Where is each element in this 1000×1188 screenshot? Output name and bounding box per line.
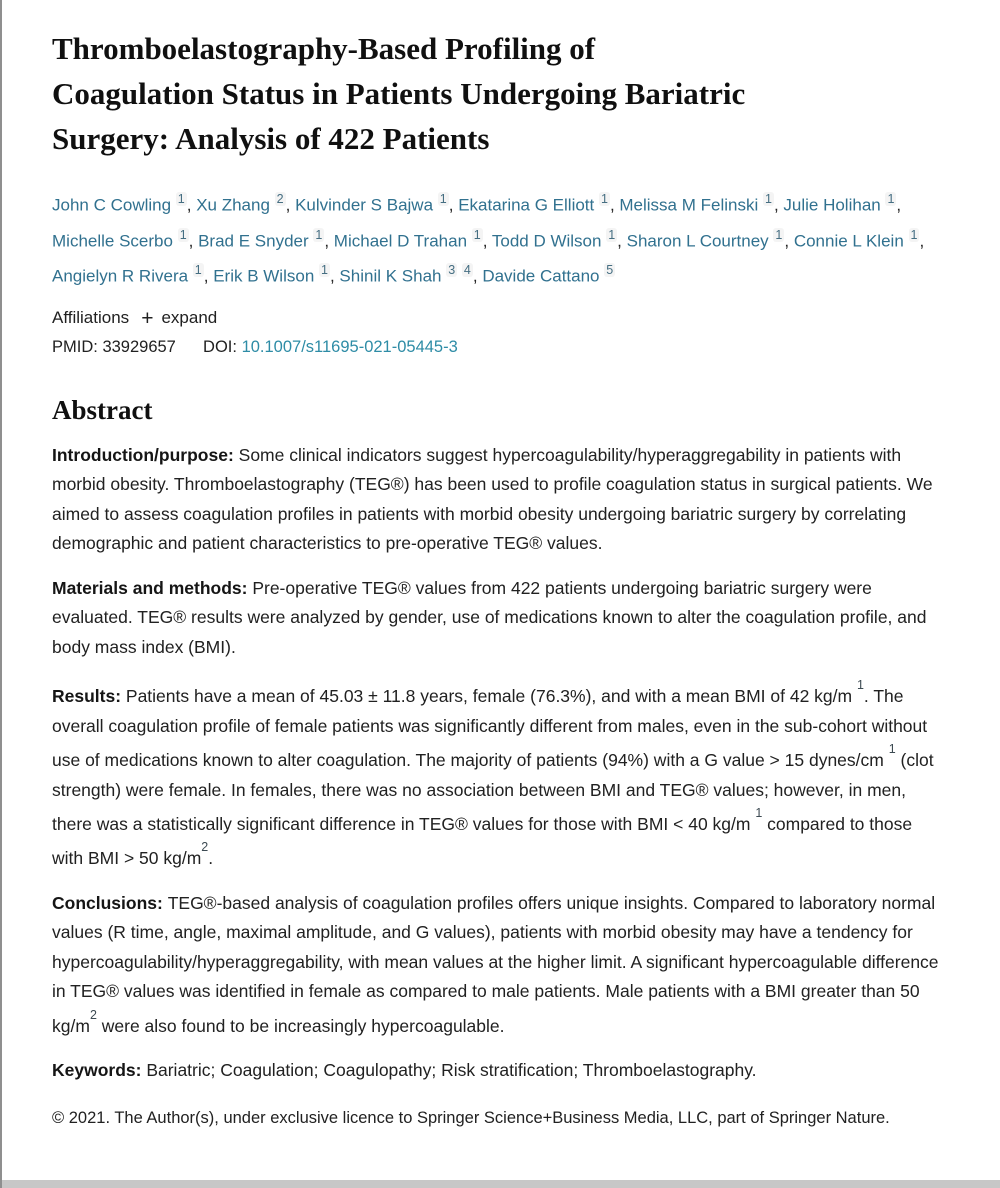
author-link[interactable]: Xu Zhang <box>196 195 270 215</box>
expand-label: expand <box>161 308 218 328</box>
superscript: 1 <box>888 742 896 757</box>
superscript: 1 <box>755 806 763 821</box>
author-link[interactable]: Julie Holihan <box>783 195 881 215</box>
section-label: Keywords: <box>52 1060 147 1081</box>
pmid-value: 33929657 <box>102 337 176 356</box>
identifiers-row <box>52 338 944 357</box>
page-bottom-edge <box>2 1180 1000 1188</box>
abstract-heading: Abstract <box>52 394 153 425</box>
expand-affiliations-button[interactable] <box>141 308 217 329</box>
author-link[interactable]: Michelle Scerbo <box>52 231 173 251</box>
author-separator: , <box>609 195 620 215</box>
article-title-line: Thromboelastography-Based Profiling of <box>52 31 596 66</box>
author-separator: , <box>186 195 197 215</box>
author-link[interactable]: Connie L Klein <box>793 231 904 251</box>
pmid-label: PMID: <box>52 337 98 356</box>
conclusions-paragraph <box>52 889 940 1041</box>
author-separator: , <box>203 266 214 286</box>
author-affiliation-sup[interactable]: 1 <box>315 227 323 242</box>
paragraph-text: (clot strength) were female. In females, there was no association between BMI and TEG® values; however, in men, there was a statistically significant difference in TEG® values for those with BMI < 40 kg/m <box>52 750 934 834</box>
author-affiliation-sup[interactable]: 1 <box>473 227 481 242</box>
author-affiliation-sup[interactable]: 1 <box>764 192 772 206</box>
author-affiliation-sup[interactable]: 4 <box>463 263 471 278</box>
author-separator: , <box>784 231 794 251</box>
author-link[interactable]: Davide Cattano <box>482 266 600 286</box>
article-title-line: Surgery: Analysis of 422 Patients <box>52 121 490 156</box>
author-separator: , <box>896 195 902 215</box>
plus-icon: + <box>141 306 154 330</box>
author-separator: , <box>448 195 459 215</box>
author-link[interactable]: Michael D Trahan <box>333 231 468 251</box>
paragraph-text: Patients have a mean of 45.03 ± 11.8 years, female (76.3%), and with a mean BMI of 42 kg/m <box>125 686 857 707</box>
author-link[interactable]: Shinil K Shah <box>339 266 442 286</box>
author-separator: , <box>472 266 483 286</box>
section-label: Introduction/purpose: <box>52 444 239 465</box>
author-link[interactable]: Ekatarina G Elliott <box>458 195 595 215</box>
paragraph-text: Bariatric; Coagulation; Coagulopathy; Risk stratification; Thromboelastography. <box>146 1060 757 1081</box>
author-link[interactable]: Erik B Wilson <box>213 266 315 286</box>
keywords-paragraph <box>52 1056 940 1086</box>
author-affiliation-sup[interactable]: 1 <box>887 192 895 206</box>
author-separator: , <box>329 266 340 286</box>
author-link[interactable]: Kulvinder S Bajwa <box>295 195 434 215</box>
author-affiliation-sup[interactable]: 5 <box>606 263 614 278</box>
intro-paragraph <box>52 441 940 559</box>
paragraph-text: . <box>208 848 214 869</box>
paragraph-text: Some clinical indicators suggest hypercoagulability/hyperaggregability in patients with morbid obesity. Thromboelastography (TEG®) has been used to profile coagulation status in surgical patients. We aimed to assess coagulation profiles in patients with morbid obesity undergoing bariatric surgery by correlating demographic and patient characteristics to pre-operative TEG® values. <box>52 444 933 554</box>
author-link[interactable]: John C Cowling <box>52 195 172 215</box>
paragraph-text: were also found to be increasingly hypercoagulable. <box>96 1015 505 1036</box>
methods-paragraph <box>52 574 940 663</box>
paragraph-text: compared to those with BMI > 50 kg/m <box>52 813 913 869</box>
author-separator: , <box>919 231 925 251</box>
section-label: Materials and methods: <box>52 577 253 598</box>
author-link[interactable]: Melissa M Felinski <box>619 195 759 215</box>
superscript: 1 <box>856 678 864 693</box>
author-affiliation-sup[interactable]: 1 <box>910 227 918 242</box>
author-link[interactable]: Angielyn R Rivera <box>52 266 189 286</box>
author-affiliation-sup[interactable]: 1 <box>608 227 616 242</box>
article-title <box>52 26 944 161</box>
author-separator: , <box>285 195 296 215</box>
superscript: 2 <box>201 840 209 855</box>
author-affiliation-sup[interactable]: 2 <box>276 192 284 206</box>
copyright-line: © 2021. The Author(s), under exclusive licence to Springer Science+Business Media, LLC, part of Springer Nature. <box>52 1108 890 1127</box>
affiliations-row <box>52 308 944 329</box>
author-affiliation-sup[interactable]: 1 <box>177 192 185 206</box>
author-affiliation-sup[interactable]: 1 <box>600 192 608 206</box>
author-affiliation-sup[interactable]: 1 <box>179 227 187 242</box>
author-affiliation-sup[interactable]: 3 <box>448 263 456 278</box>
author-separator: , <box>773 195 784 215</box>
results-paragraph <box>52 677 940 873</box>
author-affiliation-sup[interactable]: 1 <box>194 263 202 278</box>
article-title-line: Coagulation Status in Patients Undergoing Bariatric <box>52 76 746 111</box>
paragraph-text: TEG®-based analysis of coagulation profiles offers unique insights. Compared to laboratory normal values (R time, angle, maximal amplitude, and G values), patients with morbid obesity may have a tendency for hypercoagulability/hyperaggregability, with mean values at the higher limit. A significant hypercoagulable difference in TEG® values was identified in female as compared to male patients. Male patients with a BMI greater than 50 kg/m <box>52 892 939 1036</box>
paragraph-text: Pre-operative TEG® values from 422 patients undergoing bariatric surgery were evaluated. TEG® results were analyzed by gender, use of medications known to alter the coagulation profile, and body mass index (BMI). <box>52 577 927 657</box>
superscript: 2 <box>89 1007 97 1022</box>
abstract-paragraphs <box>52 441 944 1086</box>
section-label: Conclusions: <box>52 892 168 913</box>
author-separator: , <box>617 231 627 251</box>
affiliations-label: Affiliations <box>52 308 130 328</box>
authors-list <box>52 185 940 292</box>
author-affiliation-sup[interactable]: 1 <box>775 227 783 242</box>
author-link[interactable]: Sharon L Courtney <box>626 231 769 251</box>
author-separator: , <box>324 231 334 251</box>
author-affiliation-sup[interactable]: 1 <box>439 192 447 206</box>
author-separator: , <box>482 231 492 251</box>
doi-link[interactable]: 10.1007/s11695-021-05445-3 <box>241 337 458 356</box>
author-link[interactable]: Brad E Snyder <box>198 231 309 251</box>
paragraph-text: . The overall coagulation profile of female patients was significantly different from males, even in the sub-cohort without use of medications known to alter coagulation. The majority of patients (94%) with a G value > 15 dynes/cm <box>52 686 928 771</box>
section-label: Results: <box>52 686 126 707</box>
author-separator: , <box>188 231 199 251</box>
author-link[interactable]: Todd D Wilson <box>491 231 602 251</box>
author-affiliation-sup[interactable]: 1 <box>321 263 328 278</box>
doi-label: DOI: <box>203 337 237 356</box>
